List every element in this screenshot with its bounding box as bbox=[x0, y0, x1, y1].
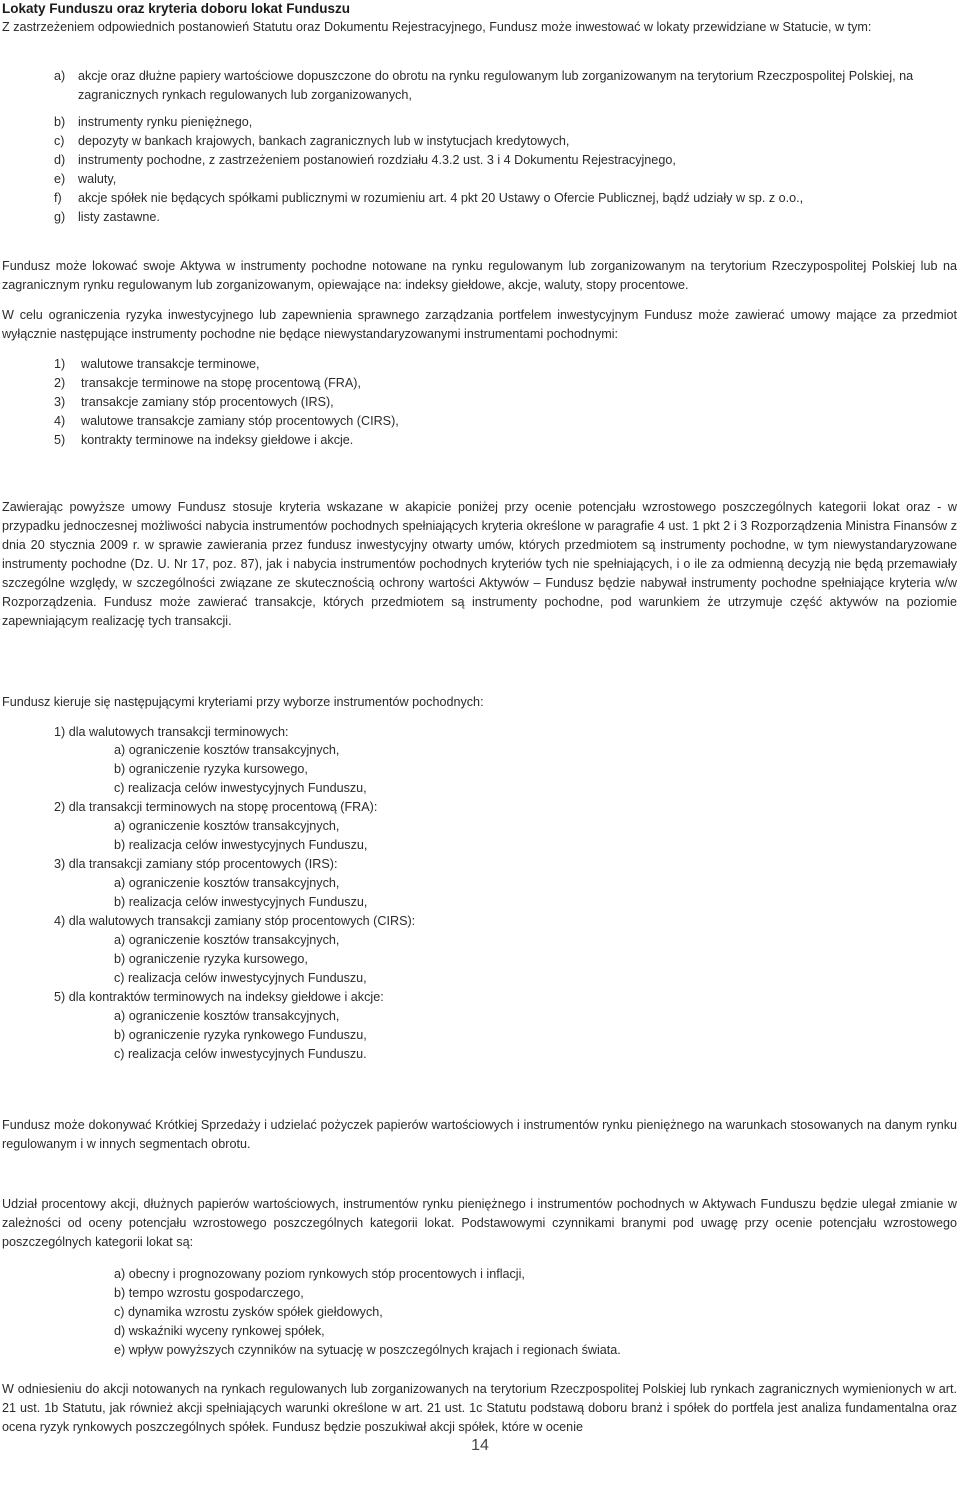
criteria-heading: 4) dla walutowych transakcji zamiany stóp procentowych (CIRS): bbox=[54, 914, 416, 928]
list-item bbox=[54, 67, 957, 105]
list-item-label: 5) bbox=[54, 433, 66, 447]
criteria-subitem: b) ograniczenie ryzyka kursowego, bbox=[114, 762, 308, 776]
criteria-subitem: c) realizacja celów inwestycyjnych Funduszu, bbox=[114, 781, 367, 795]
factor-item: b) tempo wzrostu gospodarczego, bbox=[114, 1286, 304, 1300]
list-item-label: 2) bbox=[54, 376, 66, 390]
list-item-text: akcje spółek nie będących spółkami publicznymi w rozumieniu art. 4 pkt 20 Ustawy o Ofercie Publicznej, bądź udziały w sp. z o.o., bbox=[78, 191, 804, 205]
criteria-subitem: a) ograniczenie kosztów transakcyjnych, bbox=[114, 933, 340, 947]
list-item-label: 1) bbox=[54, 357, 66, 371]
section-title: Lokaty Funduszu oraz kryteria doboru lokat Funduszu bbox=[2, 1, 351, 16]
list-item-label: d) bbox=[54, 153, 66, 167]
criteria-heading: 1) dla walutowych transakcji terminowych: bbox=[54, 725, 289, 739]
factor-item: d) wskaźniki wyceny rynkowej spółek, bbox=[114, 1324, 325, 1338]
criteria-subitem: b) realizacja celów inwestycyjnych Funduszu, bbox=[114, 838, 368, 852]
criteria-subitem: b) ograniczenie ryzyka kursowego, bbox=[114, 952, 308, 966]
paragraph: W odniesieniu do akcji notowanych na rynkach regulowanych lub zorganizowanych na terytorium Rzeczpospolitej Polskiej lub rynkach zagranicznych wymienionych w art. 21 ust. 1b Statutu, jak również akcji spełniających warunki określone w art. 21 ust. 1c Statutu podstawą doboru branż i spółek do portfela jest analiza fundamentalna oraz ocena ryzyk rynkowych poszczególnych spółek. Fundusz będzie poszukiwał akcji spółek, które w ocenie bbox=[2, 1382, 957, 1434]
list-item bbox=[54, 113, 252, 132]
criteria-subitem: a) ograniczenie kosztów transakcyjnych, bbox=[114, 876, 340, 890]
paragraph: Fundusz może lokować swoje Aktywa w instrumenty pochodne notowane na rynku regulowanym lub zorganizowanym na terytorium Rzeczypospolitej Polskiej lub na zagranicznym rynku regulowanym lub zorganizowanym, opiewające na: indeksy giełdowe, akcje, waluty, stopy procentowe. bbox=[2, 259, 957, 292]
factor-item: e) wpływ powyższych czynników na sytuację w poszczególnych krajach i regionach świata. bbox=[114, 1343, 621, 1357]
list-item bbox=[54, 132, 569, 151]
list-item bbox=[54, 189, 803, 208]
paragraph: Zawierając powyższe umowy Fundusz stosuje kryteria wskazane w akapicie poniżej przy ocenie potencjału wzrostowego poszczególnych kategorii lokat oraz - w przypadku jednoczesnej możliwości nabycia instrumentów pochodnych spełniających kryteria określone w paragrafie 4 ust. 1 pkt 2 i 3 Rozporządzenia Ministra Finansów z dnia 20 stycznia 2009 r. w sprawie zawierania przez fundusz inwestycyjny otwarty umów, których przedmiotem są instrumenty pochodne, w tym niewystandaryzowane instrumenty pochodne (Dz. U. Nr 17, poz. 87), jak i nabycia instrumentów pochodnych kryteriów tych nie spełniających, i o ile za odmienną decyzją nie będą przemawiały szczególne względy, w szczególności związane ze skutecznością ochrony wartości Aktywów – Fundusz będzie nabywał instrumenty pochodne spełniające kryteria w/w Rozporządzenia. Fundusz może zawierać transakcje, których przedmiotem są instrumenty pochodne, pod warunkiem że utrzymuje część aktywów na poziomie zapewniającym realizację tych transakcji. bbox=[2, 500, 957, 628]
list-item bbox=[54, 355, 260, 374]
paragraph: Fundusz kieruje się następującymi kryteriami przy wyborze instrumentów pochodnych: bbox=[2, 695, 484, 709]
criteria-subitem: c) realizacja celów inwestycyjnych Funduszu, bbox=[114, 971, 367, 985]
list-item-label: f) bbox=[54, 191, 62, 205]
list-item bbox=[54, 393, 334, 412]
criteria-heading: 5) dla kontraktów terminowych na indeksy giełdowe i akcje: bbox=[54, 990, 384, 1004]
list-item-label: a) bbox=[54, 69, 66, 83]
list-item bbox=[54, 431, 353, 450]
list-item-text: instrumenty rynku pieniężnego, bbox=[78, 115, 253, 129]
list-item bbox=[54, 208, 160, 227]
list-item-text: kontrakty terminowe na indeksy giełdowe i akcje. bbox=[81, 433, 354, 447]
criteria-subitem: a) ograniczenie kosztów transakcyjnych, bbox=[114, 1009, 340, 1023]
paragraph: W celu ograniczenia ryzyka inwestycyjnego lub zapewnienia sprawnego zarządzania portfelem inwestycyjnym Fundusz może zawierać umowy mające za przedmiot wyłącznie następujące instrumenty pochodne nie będące niewystandaryzowanymi instrumentami pochodnymi: bbox=[2, 308, 957, 341]
criteria-subitem: b) ograniczenie ryzyka rynkowego Funduszu, bbox=[114, 1028, 367, 1042]
list-item-text: listy zastawne. bbox=[78, 210, 160, 224]
list-item-label: b) bbox=[54, 115, 66, 129]
list-item-text: depozyty w bankach krajowych, bankach zagranicznych lub w instytucjach kredytowych, bbox=[78, 134, 570, 148]
list-item-text: instrumenty pochodne, z zastrzeżeniem postanowień rozdziału 4.3.2 ust. 3 i 4 Dokumentu Rejestracyjnego, bbox=[78, 153, 676, 167]
criteria-subitem: c) realizacja celów inwestycyjnych Funduszu. bbox=[114, 1047, 367, 1061]
criteria-heading: 2) dla transakcji terminowych na stopę procentową (FRA): bbox=[54, 800, 378, 814]
list-item-text: transakcje terminowe na stopę procentową (FRA), bbox=[81, 376, 361, 390]
list-item bbox=[54, 374, 361, 393]
list-item-label: 4) bbox=[54, 414, 66, 428]
criteria-subitem: a) ograniczenie kosztów transakcyjnych, bbox=[114, 743, 340, 757]
list-item bbox=[54, 170, 116, 189]
list-item-text: waluty, bbox=[78, 172, 117, 186]
list-item bbox=[54, 151, 676, 170]
page-number: 14 bbox=[471, 1437, 489, 1454]
criteria-subitem: b) realizacja celów inwestycyjnych Funduszu, bbox=[114, 895, 368, 909]
list-item-label: 3) bbox=[54, 395, 66, 409]
list-item-label: e) bbox=[54, 172, 66, 186]
list-item-text: walutowe transakcje terminowe, bbox=[81, 357, 260, 371]
intro-paragraph: Z zastrzeżeniem odpowiednich postanowień Statutu oraz Dokumentu Rejestracyjnego, Fundusz może inwestować w lokaty przewidziane w Statucie, w tym: bbox=[2, 20, 872, 34]
factor-item: c) dynamika wzrostu zysków spółek giełdowych, bbox=[114, 1305, 383, 1319]
paragraph: Udział procentowy akcji, dłużnych papierów wartościowych, instrumentów rynku pieniężnego i instrumentów pochodnych w Aktywach Funduszu będzie ulegał zmianie w zależności od oceny potencjału wzrostowego poszczególnych kategorii lokat. Podstawowymi czynnikami branymi pod uwagę przy ocenie potencjału wzrostowego poszczególnych kategorii lokat są: bbox=[2, 1197, 957, 1249]
list-item-text: walutowe transakcje zamiany stóp procentowych (CIRS), bbox=[81, 414, 399, 428]
criteria-subitem: a) ograniczenie kosztów transakcyjnych, bbox=[114, 819, 340, 833]
list-item-label: c) bbox=[54, 134, 65, 148]
factor-item: a) obecny i prognozowany poziom rynkowych stóp procentowych i inflacji, bbox=[114, 1267, 525, 1281]
list-item-label: g) bbox=[54, 210, 66, 224]
list-item bbox=[54, 412, 399, 431]
list-item-text: transakcje zamiany stóp procentowych (IRS), bbox=[81, 395, 334, 409]
paragraph: Fundusz może dokonywać Krótkiej Sprzedaży i udzielać pożyczek papierów wartościowych i instrumentów rynku pieniężnego na warunkach stosowanych na danym rynku regulowanym i w innych segmentach obrotu. bbox=[2, 1118, 957, 1151]
criteria-heading: 3) dla transakcji zamiany stóp procentowych (IRS): bbox=[54, 857, 338, 871]
list-item-text: akcje oraz dłużne papiery wartościowe dopuszczone do obrotu na rynku regulowanym lub zorganizowanym na terytorium Rzeczpospolitej Polskiej, na zagranicznych rynkach regulowanych lub zorganizowanych, bbox=[78, 69, 914, 102]
